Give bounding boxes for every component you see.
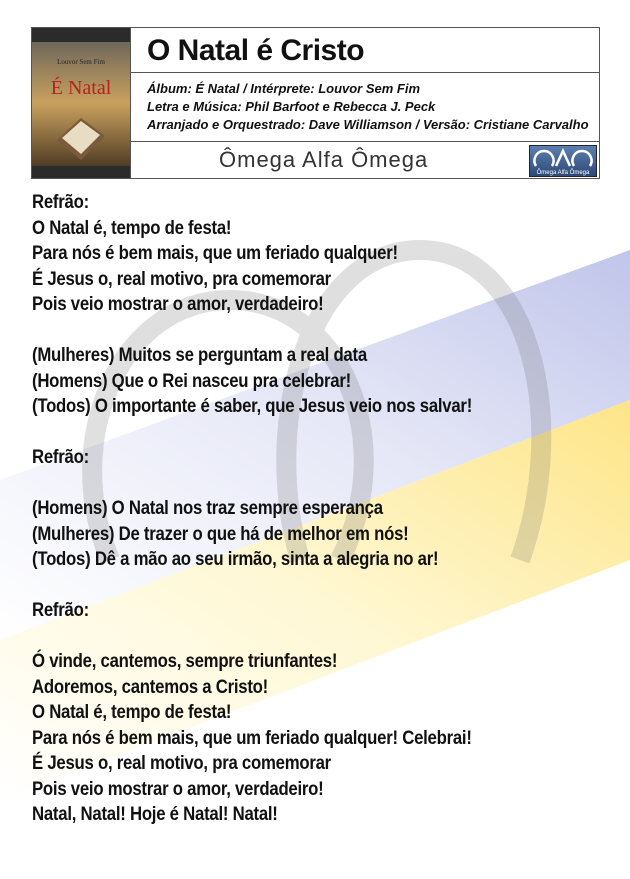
lyric-line: Para nós é bem mais, que um feriado qualquer! Celebrai! xyxy=(32,726,472,749)
credits-block xyxy=(131,73,599,142)
lyric-line: Refrão: xyxy=(32,599,89,621)
songwriter-credit: Letra e Música: Phil Barfoot e Rebecca J. Peck xyxy=(147,99,436,114)
brand-row xyxy=(131,142,599,178)
brand-logo-icon xyxy=(529,145,597,177)
lyric-line: Refrão: xyxy=(32,446,89,468)
album-cover xyxy=(32,28,131,178)
lyric-line: (Todos) O importante é saber, que Jesus veio nos salvar! xyxy=(32,395,473,417)
lyric-line: (Todos) Dê a mão ao seu irmão, sinta a alegria no ar! xyxy=(32,548,439,570)
song-title: O Natal é Cristo xyxy=(147,34,365,67)
arrangement-credit: Arranjado e Orquestrado: Dave Williamson / Versão: Cristiane Carvalho xyxy=(147,117,589,132)
album-credit: Álbum: É Natal / Intérprete: Louvor Sem Fim xyxy=(147,81,421,96)
lyric-line: (Mulheres) Muitos se perguntam a real data xyxy=(32,344,367,366)
title-row xyxy=(131,28,599,73)
lyric-line: Natal, Natal! Hoje é Natal! Natal! xyxy=(32,803,278,825)
lyric-line: Pois veio mostrar o amor, verdadeiro! xyxy=(32,777,324,800)
lyric-line: É Jesus o, real motivo, pra comemorar xyxy=(32,752,331,774)
lyric-line: O Natal é, tempo de festa! xyxy=(32,216,232,239)
lyrics-body xyxy=(32,190,539,828)
blank-line xyxy=(32,420,539,446)
song-header xyxy=(31,27,600,179)
lyric-line: Adoremos, cantemos a Cristo! xyxy=(32,675,269,698)
lyric-line: É Jesus o, real motivo, pra comemorar xyxy=(32,267,331,290)
brand-name: Ômega Alfa Ômega xyxy=(219,147,429,172)
lyric-line: (Mulheres) De trazer o que há de melhor em nós! xyxy=(32,522,409,545)
lyric-line: O Natal é, tempo de festa! xyxy=(32,701,232,723)
blank-line xyxy=(32,471,539,497)
lyric-line: Ó vinde, cantemos, sempre triunfantes! xyxy=(32,650,338,672)
cover-title: É Natal xyxy=(50,77,112,99)
blank-line xyxy=(32,318,539,344)
lyric-line: (Homens) O Natal nos traz sempre esperança xyxy=(32,497,383,519)
blank-line xyxy=(32,624,539,650)
lyric-line: Pois veio mostrar o amor, verdadeiro! xyxy=(32,293,324,315)
lyric-line: (Homens) Que o Rei nasceu pra celebrar! xyxy=(32,369,351,392)
blank-line xyxy=(32,573,539,599)
lyric-line: Para nós é bem mais, que um feriado qualquer! xyxy=(32,242,398,264)
lyric-line: Refrão: xyxy=(32,191,89,213)
cover-artist: Louvor Sem Fim xyxy=(57,58,105,66)
brand-logo-caption: Ômega Alfa Ômega xyxy=(536,170,590,176)
